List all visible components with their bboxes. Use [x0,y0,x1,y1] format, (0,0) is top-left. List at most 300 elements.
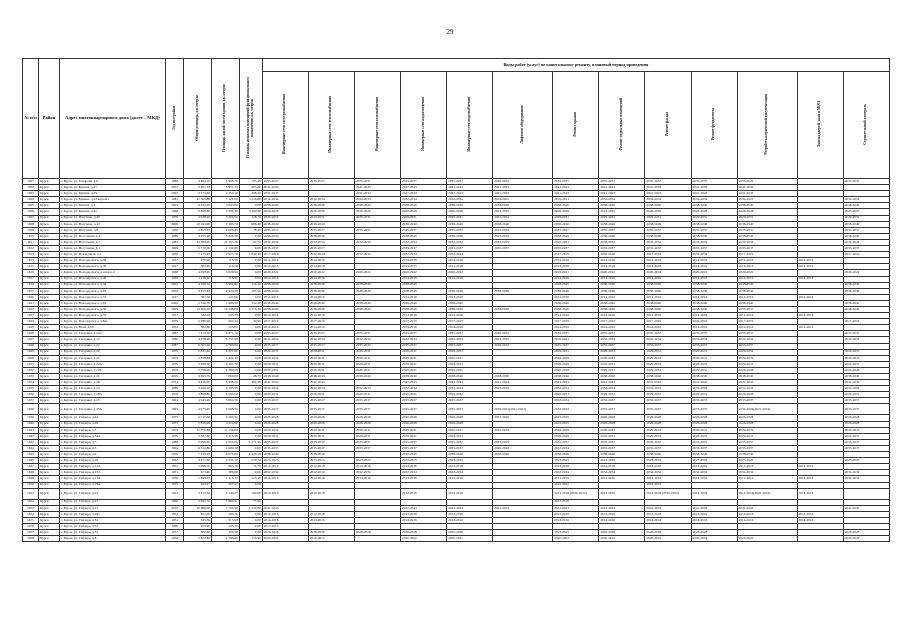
cell-rayon: Курск [39,386,60,392]
cell-work-period: 2041-2043 [401,505,447,511]
cell-area-living: 4 871,10 [212,331,240,337]
cell-area-total: 9 866,60 [184,209,212,215]
cell-work-period: 2032-2034 [553,398,599,404]
cell-work-period: 2014-2016 [401,511,447,517]
cell-area-total: 3 255,80 [184,288,212,294]
cell-work-period: 2038-2040 [737,452,797,458]
cell-area-total: 1 118,20 [184,276,212,282]
cell-no: 1621 [23,300,39,306]
cell-work-period: 2035-2037 [599,331,645,337]
cell-work-period: 2017-2019 [262,252,308,258]
cell-address: г. Курск, ул. Гагарина, д.22А [59,361,165,367]
cell-work-period: 2035-2037 [645,445,691,451]
cell-year: 1978 [165,392,183,398]
cell-work-period: 2032-2034 [553,445,599,451]
cell-work-period: 2038-2040 [645,233,691,239]
cell-work-period: 2026-2028 [354,209,400,215]
cell-year: 1976 [165,355,183,361]
cell-address: г. Курск, ул. Бунина, д.17 [59,185,165,191]
cell-work-period: 2020-2022 [493,343,553,349]
cell-work-period: 2032-2034 [599,337,645,343]
cell-work-period: 2035-2037 [599,227,645,233]
cell-no: 1613 [23,252,39,258]
cell-no: 1624 [23,319,39,325]
cell-work-period: 2032-2034 [493,427,553,433]
cell-work-period: 2041-2043 [493,380,553,386]
cell-work-period: 2019-2021 [553,197,599,203]
cell-address: г. Курск, ул. Володарского, д.46 [59,276,165,282]
cell-work-period: 2035-2037 [599,445,645,451]
cell-work-period: 2029-2031 [262,355,308,361]
cell-area-living: 902,20 [212,319,240,325]
cell-work-period: 2029-2031 [843,361,889,367]
cell-area-total: 4 998,20 [184,270,212,276]
cell-work-period: 2023-2025 [553,415,599,421]
cell-work-period: 2038-2040 [599,221,645,227]
cell-work-period: 2029-2031 [401,215,447,221]
cell-area-nonliving: 0,00 [239,445,262,451]
cell-work-period: 2029-2031 [354,355,400,361]
cell-work-period: 2041-2043 [493,191,553,197]
cell-work-period: 2026-2028 [553,209,599,215]
cell-rayon: Курск [39,264,60,270]
cell-work-period: 2029-2031 [691,392,737,398]
cell-work-period: 2041-2043 [447,380,493,386]
cell-work-period: 2041-2043 [737,191,797,197]
cell-work-period: 2035-2037 [645,331,691,337]
cell-work-period: 2041-2043 [599,505,645,511]
cell-year: 1917 [165,258,183,264]
cell-work-period: 2029-2031 [308,392,354,398]
cell-work-period: 2032-2034 [843,337,889,343]
cell-work-period: 2020-2022 [691,536,737,542]
header-work-10: Разработка проектной документации [737,72,797,179]
cell-work-period: 2014-2016 [553,464,599,470]
cell-work-period: 2023-2025 [493,197,553,203]
cell-work-period: 2038-2040 [599,452,645,458]
cell-rayon: Курск [39,505,60,511]
cell-work-period: 2041-2043 [401,185,447,191]
cell-work-period: 2026-2028 [645,209,691,215]
cell-work-period: 2014-2016 [797,464,843,470]
cell-work-period: 2014-2016 [447,264,493,270]
cell-area-living: 716,90 [212,276,240,282]
cell-year: 1960 [165,227,183,233]
cell-work-period: 2038-2040 [354,374,400,380]
cell-work-period: 2020-2022 [737,536,797,542]
cell-rayon: Курск [39,179,60,185]
cell-work-period: 2029-2031 [308,367,354,373]
cell-work-period: 2026-2028 [447,209,493,215]
cell-rayon: Курск [39,361,60,367]
cell-address: г. Курск, ул. Гайдара, д.24 [59,415,165,421]
cell-work-period: 2026-2028 [401,421,447,427]
cell-work-period: 2014-2016 [553,258,599,264]
cell-work-period: 2038-2040 [737,233,797,239]
cell-area-living: 7 069,00 [212,374,240,380]
cell-area-total: 5 808,80 [184,392,212,398]
cell-work-period: 2035-2037 [737,445,797,451]
cell-area-living: 3 341,10 [212,458,240,464]
cell-area-living: 4 251,00 [212,439,240,445]
cell-work-period: 2026-2028 [599,530,645,536]
cell-rayon: Курск [39,282,60,288]
cell-work-period: 2029-2031 [645,361,691,367]
cell-area-living: 7 395,70 [212,221,240,227]
cell-area-total: 5 819,90 [184,421,212,427]
header-works-group: Виды работ (услуг) по капитальному ремонту, плановый период проведения [262,59,889,72]
cell-work-period: 2041-2043 [691,185,737,191]
cell-work-period: 2029-2031 [308,427,354,433]
cell-work-period: 2026-2028 [691,209,737,215]
cell-area-total: 443,97 [184,482,212,488]
cell-area-nonliving: 686,40 [239,221,262,227]
cell-area-living: 1 116,10 [212,476,240,482]
cell-area-nonliving: 150,90 [239,536,262,542]
cell-work-period: 2032-2034 [645,386,691,392]
cell-year: 1994 [165,445,183,451]
cell-work-period: 2035-2037 [447,227,493,233]
cell-area-living: 4 204,30 [212,415,240,421]
cell-work-period: 2041-2043 [553,191,599,197]
cell-work-period: 2029-2031 [447,427,493,433]
header-address: Адрес многоквартирного дома (далее – МКД) [59,59,165,179]
cell-area-living: 3 664,30 [212,398,240,404]
cell-work-period: 2026-2028 [447,530,493,536]
cell-work-period: 2035-2037 [354,445,400,451]
cell-work-period: 2014-2016 [553,313,599,319]
cell-work-period: 2023-2025 [493,233,553,239]
cell-work-period: 2029-2031 [599,361,645,367]
cell-work-period: 2032-2034 [401,386,447,392]
cell-work-period: 2017-2019 [262,523,308,529]
cell-work-period: 2029-2031 [401,367,447,373]
cell-area-nonliving: 0,00 [239,264,262,270]
cell-rayon: Курск [39,439,60,445]
cell-work-period: 2014-2016 [645,464,691,470]
cell-area-nonliving: 0,00 [239,517,262,523]
cell-work-period: 2029-2031 [645,215,691,221]
table-header [23,59,890,179]
cell-no: 1654 [23,511,39,517]
cell-work-period: 2026-2028 [691,421,737,427]
cell-no: 1626 [23,331,39,337]
cell-no: 1615 [23,264,39,270]
cell-area-living: 3 757,00 [212,337,240,343]
cell-work-period: 2032-2034 [493,227,553,233]
cell-area-total: 2 825,10 [184,227,212,233]
cell-work-period: 2014-2016 [308,464,354,470]
cell-work-period: 2020-2022 [447,270,493,276]
cell-area-total: 12 750,80 [184,427,212,433]
cell-work-period: 2035-2037 [262,179,308,185]
cell-area-living: 3 592,80 [212,282,240,288]
cell-no: 1619 [23,288,39,294]
cell-work-period [354,488,400,499]
cell-area-nonliving: 0,00 [239,349,262,355]
cell-work-period: 2035-2037 [553,331,599,337]
cell-year: 2003 [165,185,183,191]
cell-work-period: 2038-2040 [447,288,493,294]
cell-work-period: 2026-2028 [553,355,599,361]
cell-no: 1652 [23,499,39,505]
cell-work-period: 2014-2016 [447,313,493,319]
cell-work-period: 2014-2016 [401,325,447,331]
cell-work-period: 2032-2034 [553,470,599,476]
cell-rayon: Курск [39,343,60,349]
cell-work-period: 2026-2028 [843,421,889,427]
cell-rayon: Курск [39,367,60,373]
cell-no: 1647 [23,464,39,470]
cell-work-period: 2038-2040 [843,282,889,288]
cell-area-living: 245,30 [212,313,240,319]
cell-work-period: 2038-2040 [553,288,599,294]
cell-work-period: 2026-2028 [308,421,354,427]
cell-work-period: 2029-2031 [401,433,447,439]
cell-work-period: 2014-2016 [599,476,645,482]
cell-work-period: 2041-2043 [308,380,354,386]
cell-work-period: 2029-2031 [262,367,308,373]
cell-rayon: Курск [39,288,60,294]
cell-work-period: 2038-2040 [691,203,737,209]
cell-rayon: Курск [39,452,60,458]
cell-no: 1606 [23,209,39,215]
cell-work-period: 2032-2034 [308,337,354,343]
cell-work-period: 2026-2028 [737,209,797,215]
cell-work-period: 2035-2037 [843,227,889,233]
cell-work-period: 2038-2040 [691,452,737,458]
cell-area-total: 6 512,80 [184,445,212,451]
cell-work-period [493,488,553,499]
cell-year: 2002 [165,282,183,288]
cell-work-period: 2014-2016 [401,258,447,264]
cell-address: г. Курск, ул. Гайдара, д.5 [59,445,165,451]
header-work-7: Ремонт подвальных помещений [599,72,645,179]
cell-work-period: 2014-2016 [737,511,797,517]
cell-work-period: 2014-2016 [797,476,843,482]
cell-work-period: 2035-2037 [737,439,797,445]
cell-work-period: 2029-2031 [843,349,889,355]
cell-work-period: 2029-2031 [599,367,645,373]
cell-area-nonliving: 0,00 [239,233,262,239]
cell-work-period: 2038-2040 [691,233,737,239]
cell-work-period: 2029-2031 [843,427,889,433]
header-work-0: Инженерные сети электроснабжения [262,72,308,179]
cell-work-period: 2032-2034 [447,337,493,343]
cell-work-period: 2020-2022 [447,536,493,542]
cell-address: г. Курск, ул. Володарского, д.39 [59,258,165,264]
cell-work-period: 2014-2016 [645,258,691,264]
cell-area-living: 225,00 [212,325,240,331]
cell-rayon: Курск [39,233,60,239]
cell-work-period: 2026-2028 [447,415,493,421]
cell-work-period [843,488,889,499]
cell-work-period: 2029-2031 [599,392,645,398]
cell-work-period: 2020-2022 [493,331,553,337]
cell-area-nonliving: 0,00 [239,313,262,319]
cell-year: 1988 [165,179,183,185]
cell-work-period: 2026-2028 [553,367,599,373]
cell-work-period: 2041-2043 [737,505,797,511]
cell-work-period: 2032-2034 [262,386,308,392]
cell-work-period: 2032-2034 [599,197,645,203]
cell-work-period: 2026-2028 [308,209,354,215]
cell-no: 1617 [23,276,39,282]
cell-area-living: 320,30 [212,530,240,536]
cell-work-period: 2041-2043 [599,185,645,191]
cell-area-nonliving: 0,00 [239,203,262,209]
cell-work-period: 2035-2037 [308,179,354,185]
cell-work-period: 2038-2040 [401,282,447,288]
cell-work-period: 2038-2040 [493,288,553,294]
cell-work-period: 2041-2043 [447,185,493,191]
cell-area-living: 10 246,00 [212,306,240,312]
cell-work-period: 2038-2040 [308,288,354,294]
cell-no: 1614 [23,258,39,264]
cell-area-living: 3 626,20 [212,233,240,239]
cell-no: 1633 [23,374,39,380]
cell-address: г. Курск, ул. Гайдара, д.22 [59,488,165,499]
cell-address: г. Курск, ул. Восточная, д.7 [59,239,165,245]
cell-address: г. Курск, ул. Ватутина, д.8 [59,227,165,233]
cell-work-period: 2035-2037 [599,404,645,415]
cell-work-period: 2041-2043 [493,185,553,191]
cell-work-period: 2019-2022 [645,482,691,488]
cell-area-nonliving: 28,70 [239,374,262,380]
cell-work-period: 2023-2025 [308,458,354,464]
cell-work-period: 2017-2019 [553,499,599,505]
cell-work-period: 2017-2019 [262,319,308,325]
cell-work-period: 2014-2016 [645,264,691,270]
cell-area-living: 1 786,40 [212,536,240,542]
cell-work-period: 2020-2022 [843,536,889,542]
cell-work-period: 2014-2016 [797,488,843,499]
cell-work-period: 2023-2025 [737,458,797,464]
cell-work-period: 2035-2037 [843,439,889,445]
cell-address: г. Курск, ул. Восточная, д.4 [59,233,165,239]
cell-area-nonliving: 30,90 [239,319,262,325]
cell-work-period: 2035-2037 [308,227,354,233]
cell-area-nonliving: 114,40 [239,282,262,288]
cell-work-period: 2038-2040 [308,374,354,380]
cell-work-period: 2038-2040 [354,300,400,306]
cell-area-total: 342,20 [184,313,212,319]
cell-work-period: 2029-2031 [645,367,691,373]
cell-area-living: 4 402,10 [212,355,240,361]
cell-work-period: 2026-2028 [737,367,797,373]
cell-work-period: 2035-2037 [401,227,447,233]
cell-no: 1642 [23,433,39,439]
cell-work-period: 2038-2040 [262,233,308,239]
cell-no: 1618 [23,282,39,288]
cell-year: 2006 [165,452,183,458]
cell-work-period: 2038-2040 [401,374,447,380]
cell-no: 1653 [23,505,39,511]
cell-work-period: 2029-2031 [447,392,493,398]
cell-work-period: 2038-2040 [447,306,493,312]
cell-address: г. Курск, ул. Гагарина, д.21 [59,355,165,361]
cell-work-period: 2023-2025 [843,209,889,215]
cell-area-living: 3 290,30 [212,209,240,215]
cell-work-period: 2029-2031 [737,427,797,433]
cell-address: г. Курск, ул. Володарского, д.16 [59,288,165,294]
cell-area-living: 1 990,50 [212,300,240,306]
cell-work-period: 2035-2037 [354,439,400,445]
cell-work-period: 2035-2037 [308,343,354,349]
cell-work-period: 2029-2031 [599,349,645,355]
cell-work-period: 2020-2022 [691,319,737,325]
cell-work-period: 2038-2040 [493,203,553,209]
cell-address: г. Курск, ул. Гагарина, д.24А [59,331,165,337]
cell-work-period: 2014-2016 [797,276,843,282]
cell-rayon: Курск [39,209,60,215]
cell-area-total: 4 766,30 [184,282,212,288]
cell-work-period: 2018-2018 [599,252,645,258]
cell-work-period: 2026-2028 [843,530,889,536]
cell-work-period: 2035-2037 [645,246,691,252]
header-work-4: Инженерные сети водоснабжения [447,72,493,179]
cell-work-period: 2023-2025 [354,458,400,464]
cell-no: 1640 [23,421,39,427]
cell-area-total: 6 505,20 [184,343,212,349]
cell-year: 1952 [165,488,183,499]
cell-work-period: 2038-2040 [308,233,354,239]
cell-rayon: Курск [39,270,60,276]
cell-work-period: 2026-2028 [737,415,797,421]
cell-work-period: 2038-2040 [447,452,493,458]
cell-work-period: 2029-2031 [447,433,493,439]
cell-work-period: 2026-2028 [401,415,447,421]
cell-no: 1616 [23,270,39,276]
cell-work-period: 2038-2040 [308,300,354,306]
cell-address: г. Курск, ул. Гайдара, д.5 [59,439,165,445]
cell-area-nonliving: 0,00 [239,392,262,398]
cell-area-nonliving: 3 160,90 [239,209,262,215]
cell-work-period: 2014-2016 [737,325,797,331]
cell-work-period: 2029-2031 [447,361,493,367]
cell-work-period: 2026-2028 [599,421,645,427]
cell-work-period: 2032-2034 [691,470,737,476]
cell-address: г. Курск, ул. Бунина, д.3 [59,203,165,209]
cell-address: г. Курск, ул. Гайдара, д.10 [59,458,165,464]
cell-address: г. Курск, ул. Гагарина, д.12 [59,337,165,343]
page-number: 29 [446,28,454,36]
cell-work-period: 2035-2037 [262,439,308,445]
cell-work-period: 2035-2037 [843,179,889,185]
cell-work-period: 2026-2028 [599,415,645,421]
cell-work-period: 2014-2016 [645,511,691,517]
cell-work-period: 2017-2019 [553,252,599,258]
cell-rayon: Курск [39,246,60,252]
cell-year: 1987 [165,331,183,337]
cell-work-period: 2014-2016 [553,476,599,482]
cell-work-period: 2029-2031 [262,215,308,221]
cell-work-period: 2014-2016 [645,517,691,523]
cell-work-period: 2041-2043 [553,380,599,386]
cell-area-nonliving: 0,00 [239,404,262,415]
cell-work-period: 2038-2040 [262,452,308,458]
cell-no: 1601 [23,179,39,185]
cell-work-period: 2029-2031 [843,355,889,361]
cell-no: 1638 [23,404,39,415]
cell-work-period: 2014-2016 [308,313,354,319]
cell-work-period: 2029-2031 [691,361,737,367]
cell-area-living: 4 594,90 [212,392,240,398]
cell-work-period: 2029-2031 [354,215,400,221]
cell-work-period: 2035-2037 [262,343,308,349]
cell-area-nonliving: 520,30 [239,458,262,464]
cell-year: 1939 [165,276,183,282]
